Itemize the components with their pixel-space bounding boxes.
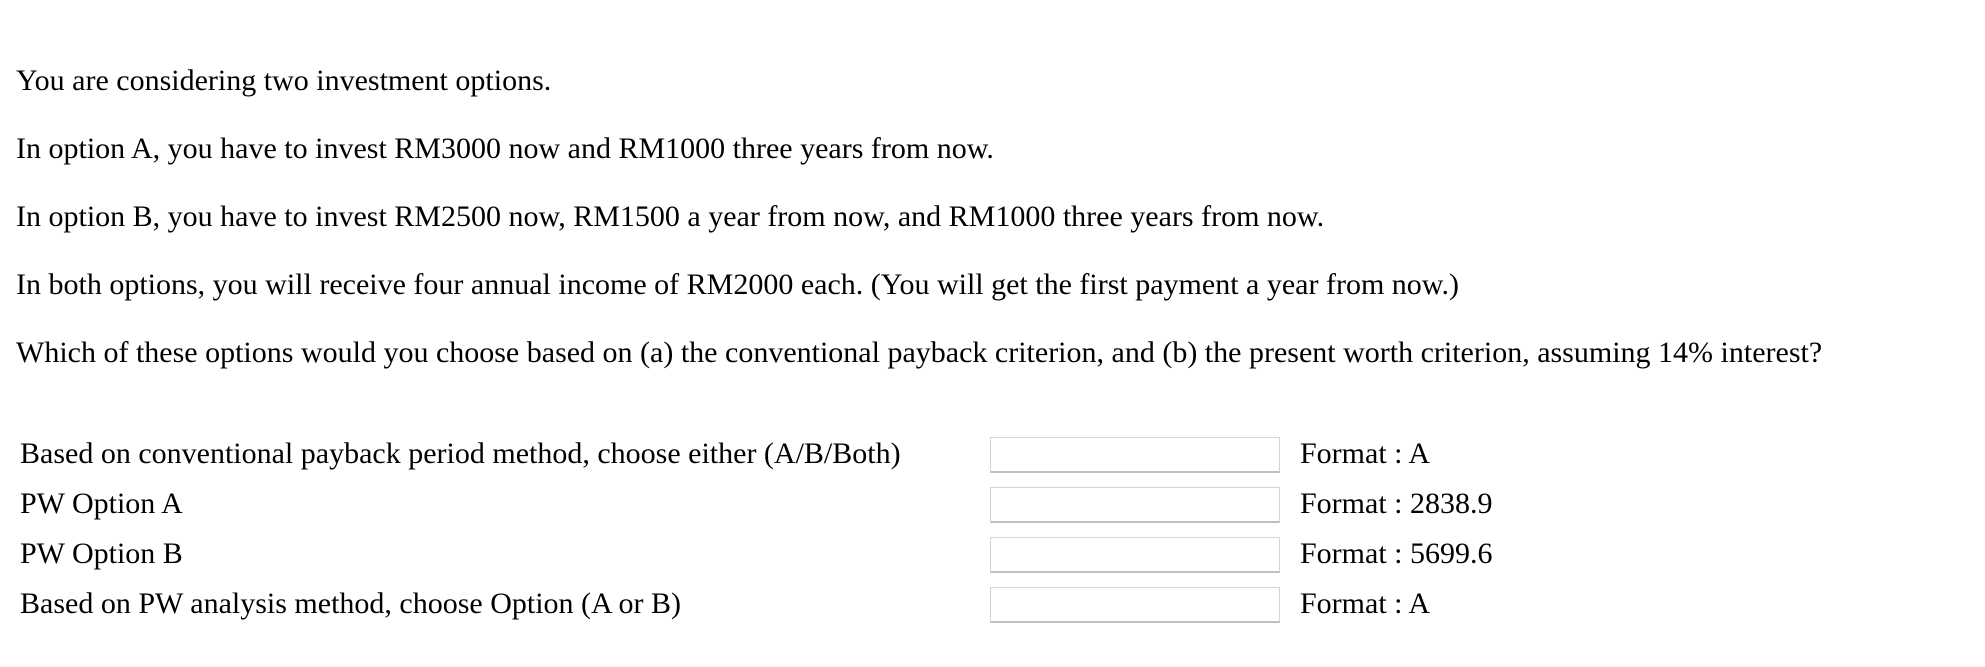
answer-label: Based on PW analysis method, choose Option (A or B)	[20, 587, 682, 620]
answer-row-pw-choice	[20, 584, 1493, 624]
answer-row-payback-choice	[20, 434, 1493, 474]
format-hint: Format : 2838.9	[1300, 487, 1493, 520]
question-line-income: In both options, you will receive four annual income of RM2000 each. (You will get the first payment a year from now.)	[16, 268, 1460, 301]
pw-option-b-input[interactable]	[990, 537, 1280, 573]
payback-choice-input[interactable]	[990, 437, 1280, 473]
answer-label: PW Option B	[20, 537, 183, 570]
pw-choice-input[interactable]	[990, 587, 1280, 623]
answer-row-pw-option-a	[20, 484, 1493, 524]
question-line-intro: You are considering two investment options.	[16, 64, 552, 97]
answer-label: PW Option A	[20, 487, 183, 520]
format-hint: Format : 5699.6	[1300, 537, 1493, 570]
format-hint: Format : A	[1300, 587, 1431, 620]
format-hint: Format : A	[1300, 437, 1431, 470]
answer-row-pw-option-b	[20, 534, 1493, 574]
question-line-option-a: In option A, you have to invest RM3000 now and RM1000 three years from now.	[16, 132, 994, 165]
question-text	[16, 62, 1976, 402]
answer-label: Based on conventional payback period method, choose either (A/B/Both)	[20, 437, 901, 470]
question-line-option-b: In option B, you have to invest RM2500 now, RM1500 a year from now, and RM1000 three years from now.	[16, 200, 1325, 233]
answer-table	[16, 424, 1497, 634]
pw-option-a-input[interactable]	[990, 487, 1280, 523]
question-line-prompt: Which of these options would you choose based on (a) the conventional payback criterion, and (b) the present worth criterion, assuming 14% interest?	[16, 336, 1823, 369]
